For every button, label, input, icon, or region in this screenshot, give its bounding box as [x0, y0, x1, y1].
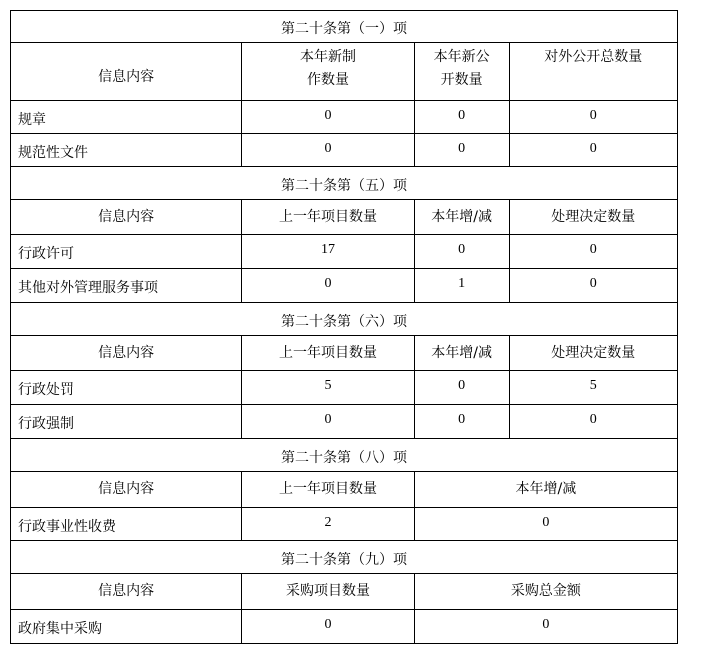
row-label: 行政许可	[11, 235, 242, 268]
cell-value: 0	[542, 617, 550, 632]
section-title-row	[10, 439, 678, 472]
table-row	[10, 235, 678, 269]
header-decision-count: 处理决定数量	[551, 344, 636, 361]
header-purchase-item-count: 采购项目数量	[242, 574, 414, 609]
cell-value: 0	[242, 610, 414, 643]
row-label: 政府集中采购	[11, 610, 242, 643]
row-label: 行政处罚	[11, 371, 242, 404]
table-row	[10, 405, 678, 439]
table-row	[10, 508, 678, 541]
cell-value: 0	[242, 101, 414, 133]
cell-value: 0	[415, 405, 510, 438]
cell-value: 0	[589, 140, 597, 156]
row-label: 规范性文件	[11, 134, 242, 166]
cell-value: 0	[242, 269, 414, 302]
header-row	[10, 43, 678, 101]
header-row	[10, 336, 678, 371]
header-info-content: 信息内容	[11, 43, 242, 100]
cell-value: 17	[242, 235, 414, 268]
cell-value: 0	[242, 134, 414, 166]
table-row	[10, 101, 678, 134]
cell-value: 0	[589, 107, 597, 123]
header-row	[10, 472, 678, 508]
header-prev-year-count: 上一年项目数量	[242, 472, 414, 507]
section-title-row	[10, 303, 678, 336]
cell-value: 0	[242, 405, 414, 438]
cell-value: 0	[589, 412, 597, 427]
cell-value: 0	[415, 101, 510, 133]
header-decision-count: 处理决定数量	[551, 208, 636, 225]
table-row	[10, 371, 678, 405]
section-title: 第二十条第（六）项	[281, 313, 407, 330]
table-row	[10, 269, 678, 303]
disclosure-table	[10, 10, 678, 644]
row-label: 规章	[11, 101, 242, 133]
section-title: 第二十条第（一）项	[281, 21, 407, 37]
cell-value: 5	[589, 378, 597, 393]
cell-value: 1	[415, 269, 510, 302]
section-title-row	[10, 167, 678, 200]
cell-value: 0	[589, 276, 597, 291]
header-change: 本年增/减	[515, 481, 577, 497]
header-new-published-count: 本年新公 开数量	[415, 43, 510, 100]
row-label: 行政事业性收费	[11, 508, 242, 540]
row-label: 其他对外管理服务事项	[11, 269, 242, 302]
table-row	[10, 610, 678, 644]
cell-value: 2	[242, 508, 414, 540]
header-new-made-count: 本年新制 作数量	[242, 43, 414, 100]
header-info-content: 信息内容	[11, 336, 242, 370]
header-info-content: 信息内容	[11, 200, 242, 234]
section-title: 第二十条第（五）项	[281, 177, 407, 194]
section-title-row	[10, 541, 678, 574]
header-info-content: 信息内容	[11, 574, 242, 609]
header-purchase-total-amount: 采购总金额	[510, 583, 581, 599]
section-title: 第二十条第（八）项	[281, 449, 407, 466]
header-prev-year-count: 上一年项目数量	[242, 336, 414, 370]
header-prev-year-count: 上一年项目数量	[242, 200, 414, 234]
cell-value: 5	[242, 371, 414, 404]
header-change: 本年增/减	[415, 200, 510, 234]
header-row	[10, 574, 678, 610]
section-title-row	[10, 10, 678, 43]
section-title: 第二十条第（九）项	[281, 551, 407, 568]
table-row	[10, 134, 678, 167]
cell-value: 0	[415, 235, 510, 268]
header-total-published-count: 对外公开总数量	[544, 49, 643, 65]
cell-value: 0	[589, 242, 597, 257]
cell-value: 0	[415, 134, 510, 166]
row-label: 行政强制	[11, 405, 242, 438]
header-row	[10, 200, 678, 235]
cell-value: 0	[542, 514, 550, 530]
header-info-content: 信息内容	[11, 472, 242, 507]
header-change: 本年增/减	[415, 336, 510, 370]
cell-value: 0	[415, 371, 510, 404]
